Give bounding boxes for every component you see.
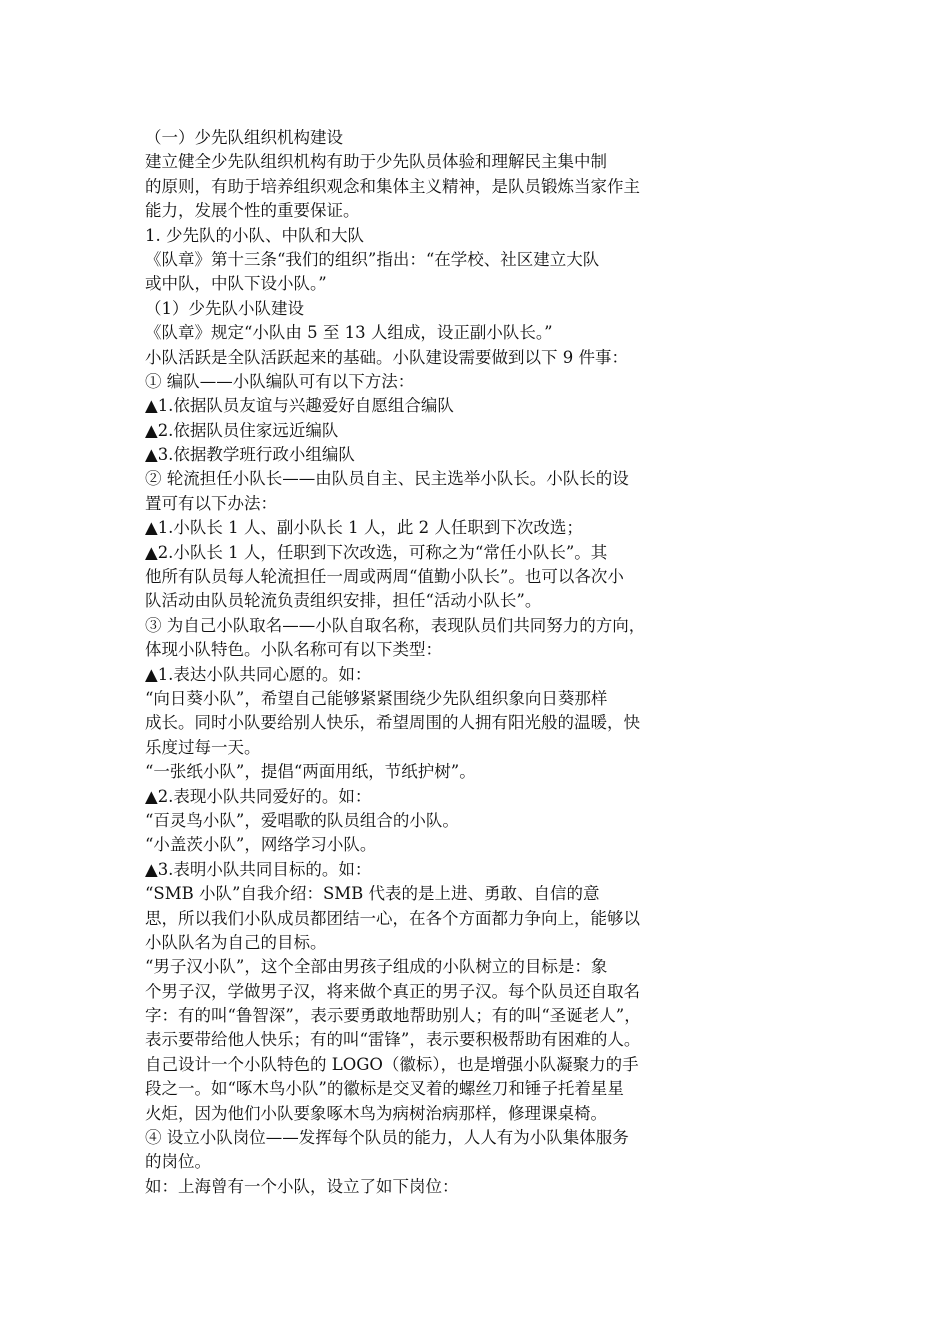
list-item: ② 轮流担任小队长——由队员自主、民主选举小队长。小队长的设: [145, 469, 629, 489]
paragraph-line: 思，所以我们小队成员都团结一心，在各个方面都力争向上，能够以: [145, 908, 640, 928]
paragraph-line: “SMB 小队”自我介绍：SMB 代表的是上进、勇敢、自信的意: [145, 884, 600, 904]
paragraph-line: 乐度过每一天。: [145, 737, 261, 757]
paragraph-line: 成长。同时小队要给别人快乐，希望周围的人拥有阳光般的温暖，快: [145, 713, 640, 733]
list-item: ▲2.小队长 1 人，任职到下次改选，可称之为“常任小队长”。其: [145, 542, 608, 562]
paragraph-line: 的岗位。: [145, 1152, 211, 1172]
subsection-heading: 1. 少先队的小队、中队和大队: [145, 225, 364, 245]
list-item: ① 编队——小队编队可有以下方法：: [145, 371, 415, 391]
subsection-heading: （1）少先队小队建设: [145, 298, 304, 318]
paragraph-line: “男子汉小队”，这个全部由男孩子组成的小队树立的目标是：象: [145, 957, 608, 977]
list-item: ▲1.小队长 1 人、副小队长 1 人，此 2 人任职到下次改选；: [145, 518, 583, 538]
paragraph-line: “小盖茨小队”，网络学习小队。: [145, 835, 377, 855]
paragraph-line: 小队活跃是全队活跃起来的基础。小队建设需要做到以下 9 件事：: [145, 347, 628, 367]
paragraph-line: 个男子汉，学做男子汉，将来做个真正的男子汉。每个队员还自取名: [145, 981, 640, 1001]
paragraph-line: 段之一。如“啄木鸟小队”的徽标是交叉着的螺丝刀和锤子托着星星: [145, 1079, 624, 1099]
list-item: ③ 为自己小队取名——小队自取名称，表现队员们共同努力的方向，: [145, 615, 646, 635]
paragraph-line: 《队章》规定“小队由 5 至 13 人组成，设正副小队长。”: [145, 323, 553, 343]
document-body: [145, 126, 785, 1199]
paragraph-line: 火炬，因为他们小队要象啄木鸟为病树治病那样，修理课桌椅。: [145, 1103, 607, 1123]
list-item: ▲2.表现小队共同爱好的。如：: [145, 786, 372, 806]
paragraph-line: 如：上海曾有一个小队，设立了如下岗位：: [145, 1176, 459, 1196]
paragraph-line: 他所有队员每人轮流担任一周或两周“值勤小队长”。也可以各次小: [145, 567, 624, 587]
paragraph-line: 或中队，中队下设小队。”: [145, 274, 327, 294]
paragraph-line: “一张纸小队”，提倡“两面用纸，节纸护树”。: [145, 762, 476, 782]
list-item: ▲3.表明小队共同目标的。如：: [145, 859, 372, 879]
paragraph-line: 《队章》第十三条“我们的组织”指出：“在学校、社区建立大队: [145, 249, 600, 269]
paragraph-line: “向日葵小队”，希望自己能够紧紧围绕少先队组织象向日葵那样: [145, 688, 608, 708]
paragraph-line: 自己设计一个小队特色的 LOGO（徽标），也是增强小队凝聚力的手: [145, 1054, 639, 1074]
list-item: ④ 设立小队岗位——发挥每个队员的能力，人人有为小队集体服务: [145, 1128, 629, 1148]
paragraph-line: 能力，发展个性的重要保证。: [145, 201, 360, 221]
paragraph-line: 表示要带给他人快乐；有的叫“雷锋”，表示要积极帮助有困难的人。: [145, 1030, 641, 1050]
paragraph-line: “百灵鸟小队”，爱唱歌的队员组合的小队。: [145, 810, 459, 830]
paragraph-line: 字：有的叫“鲁智深”，表示要勇敢地帮助别人；有的叫“圣诞老人”，: [145, 1006, 641, 1026]
list-item: ▲2.依据队员住家远近编队: [145, 420, 339, 440]
list-item: ▲3.依据教学班行政小组编队: [145, 445, 355, 465]
paragraph-line: 的原则，有助于培养组织观念和集体主义精神，是队员锻炼当家作主: [145, 176, 640, 196]
list-item: ▲1.依据队员友谊与兴趣爱好自愿组合编队: [145, 396, 454, 416]
paragraph-line: 小队队名为自己的目标。: [145, 932, 327, 952]
paragraph-line: 建立健全少先队组织机构有助于少先队员体验和理解民主集中制: [145, 152, 607, 172]
list-item: ▲1.表达小队共同心愿的。如：: [145, 664, 372, 684]
section-heading: （一）少先队组织机构建设: [145, 128, 343, 147]
paragraph-line: 队活动由队员轮流负责组织安排，担任“活动小队长”。: [145, 591, 542, 611]
paragraph-line: 置可有以下办法：: [145, 493, 277, 513]
paragraph-line: 体现小队特色。小队名称可有以下类型：: [145, 640, 442, 660]
